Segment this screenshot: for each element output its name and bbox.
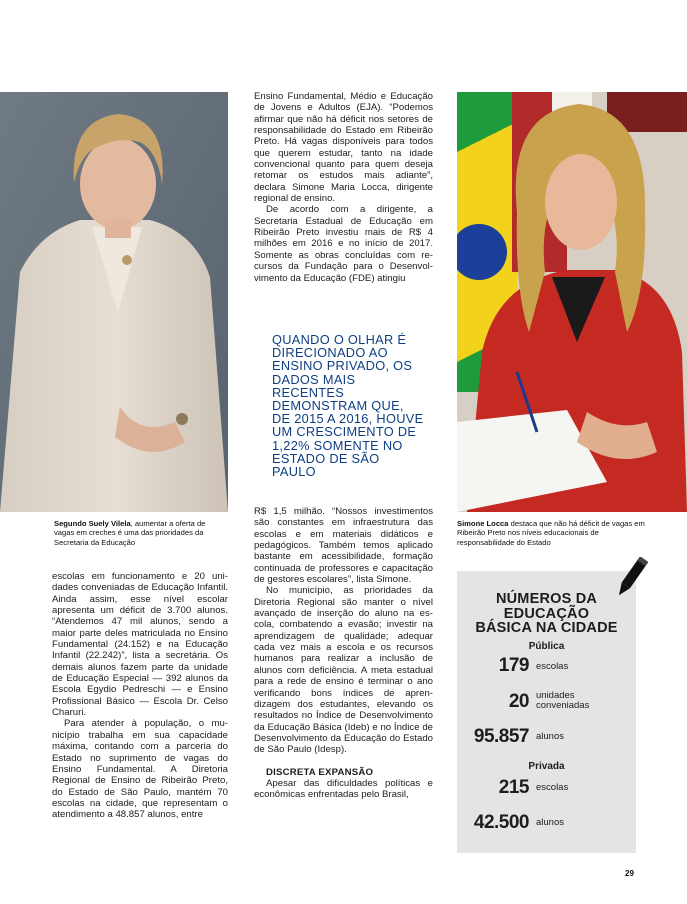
portrait-photo-icon <box>0 92 228 512</box>
caption-text: destaca que não há déficit de vagas em Ribeirão Preto nos níveis educacionais de responsabilidade do Estado <box>457 519 645 547</box>
section-label-privada: Privada <box>528 761 565 772</box>
article-column-left <box>52 571 228 821</box>
stat-number: 42.500 <box>473 812 529 833</box>
portrait-photo-simone <box>457 92 687 512</box>
stat-label: escolas <box>536 661 569 672</box>
paragraph: De acordo com a dirigente, a Secretaria Estadual de Educação em Ribeirão Preto investiu mais de R$ 4 milhões em 2016 e no início de 2017. Somente as obras concluídas com recursos da Fundação para o Desenvolvimento da Educação (FDE) atingiu <box>254 204 433 284</box>
article-column-middle-top <box>254 91 433 284</box>
portrait-photo-icon <box>457 92 687 512</box>
stat-label: alunos <box>536 817 564 828</box>
photo-caption-left <box>54 519 226 547</box>
subheading: DISCRETA EXPANSÃO <box>266 766 374 778</box>
paragraph: escolas em funcionamento e 20 unidades conveniadas de Educação Infantil. Ainda assim, esse nível escolar apresenta um déficit de 3.700 alunos. “Atendemos 47 mil alunos, sendo a maior parte deles matriculada no Ensino Fundamental (24.152) e na Educação Infantil (22.242)”, lista a secretária. Os demais alunos fazem parte da unidade de Educação Especial — 392 alunos da Escola Egydio Pedreschi — e Ensino Profissional Básico — Escola Dr. Celso Charuri. <box>52 571 228 719</box>
infobox-title-line: BÁSICA NA CIDADE <box>475 620 618 636</box>
stats-infobox <box>457 571 636 853</box>
paragraph: Ensino Fundamental, Médio e Educação de Jovens e Adultos (EJA). “Podemos afirmar que não há déficit nos setores de responsabilidade do Estado em Ribeirão Preto. Há vagas disponíveis para todos que querem estudar, tanto na idade convencional quanto para quem deseja retomar os estudos mais adiante”, declara Simone Maria Locca, dirigente regional de ensino. <box>254 91 433 205</box>
page-number: 29 <box>625 869 634 878</box>
portrait-photo-suely <box>0 92 228 512</box>
stat-label: unidades conveniadas <box>536 690 590 711</box>
stat-label: escolas <box>536 782 569 793</box>
caption-bold: Simone Locca <box>457 519 509 528</box>
pencil-icon <box>614 557 648 599</box>
paragraph: R$ 1,5 milhão. “Nossos investimentos são constantes em infraestrutura das escolas e em materiais didáticos e pedagógicos. Também temos aplicado bastante em acessibilidade, formação continuada de professores e capacitação de gestores escolares”, lista Simone. <box>254 506 433 586</box>
stat-number: 95.857 <box>473 726 529 747</box>
stat-number: 215 <box>498 777 529 798</box>
article-column-middle-bottom <box>254 506 433 801</box>
stat-label: alunos <box>536 731 564 742</box>
stat-number: 179 <box>498 655 529 676</box>
stat-number: 20 <box>508 691 529 712</box>
caption-text: , aumentar a oferta de vagas em creches é uma das prioridades da Secretaria da Educação <box>54 519 206 547</box>
paragraph: Apesar das dificuldades políticas e econômicas enfrentadas pelo Brasil, <box>254 777 433 801</box>
photo-caption-right <box>457 519 657 547</box>
pull-quote: QUANDO O OLHAR É DIRECIONADO AO ENSINO PRIVADO, OS DADOS MAIS RECENTES DEMONSTRAM QUE, DE 2015 A 2016, HOUVE UM CRESCIMENTO DE 1,22% SOMENTE NO ESTADO DE SÃO PAULO <box>272 332 424 480</box>
infobox-title-line: EDUCAÇÃO <box>503 605 590 622</box>
paragraph: Para atender à população, o município trabalha em sua capacidade máxima, contando com a parceria do Estado no suprimento de vagas do Ensino Fundamental. A Diretoria Regional de Ensino de Ribeirão Preto, do Estado de São Paulo, mantém 70 escolas na cidade, que representam o atendimento a 48.857 alunos, entre <box>52 718 228 821</box>
section-label-publica: Pública <box>528 641 565 652</box>
paragraph: No município, as prioridades da Diretoria Regional são manter o nível avançado de inserção do aluno na escola, combatendo a evasão; investir na aprendizagem de qualidade; adequar cada vez mais a escola e os recursos humanos para realizar a inclusão de alunos com deficiência. A meta estadual para a rede de ensino é terminar o ano verificando bons índices de aprendizagem dos estudantes, elevando os resultados no Índice de Desenvolvimento da Educação Básica (Ideb) e no Índice de Desenvolvimento da Educação do Estado de São Paulo (Idesp). <box>254 585 433 756</box>
infobox-title <box>457 592 636 636</box>
infobox-title-line: NÚMEROS DA <box>495 591 598 607</box>
caption-bold: Segundo Suely Vilela <box>54 519 131 528</box>
